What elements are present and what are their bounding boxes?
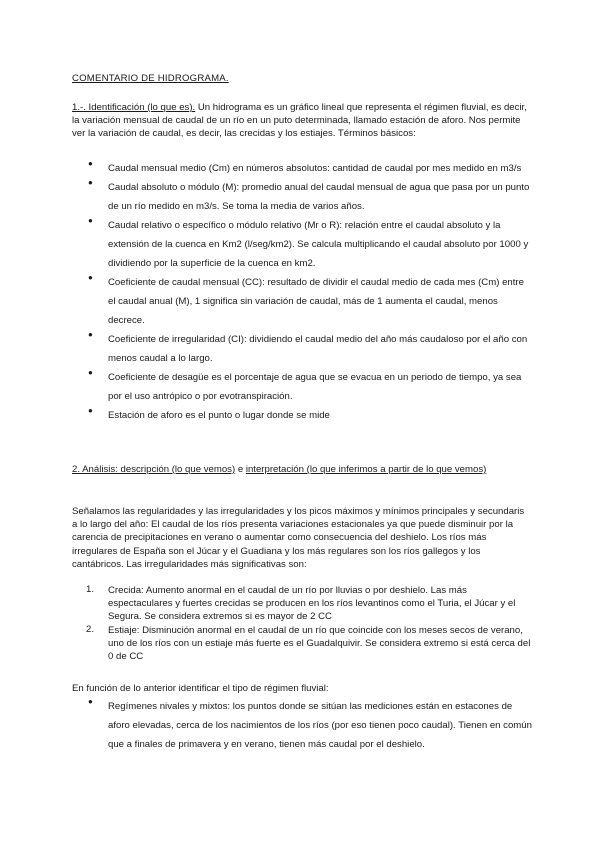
list-item: [86, 216, 532, 273]
document-title: COMENTARIO DE HIDROGRAMA.: [72, 73, 229, 84]
section-2-heading-a: 2. Análisis: descripción (lo que vemos): [72, 464, 236, 475]
bullet-icon: ●: [88, 216, 93, 225]
section-2-heading: [72, 463, 532, 476]
section-1-text: Un hidrograma es un gráfico lineal que representa el régimen fluvial, es decir, la variación mensual de caudal de un río en un puto determinada, llamado estación de aforo. Nos permite ver la variación de caudal, es decir, las crecidas y los estiajes. Términos básicos:: [72, 102, 527, 140]
list-item: [86, 624, 532, 664]
term-text: Coeficiente de desagüe es el porcentaje de agua que se evacua en un periodo de tiempo, ya sea por el uso antrópico o por evotranspiración.: [108, 372, 522, 402]
term-text: Caudal absoluto o módulo (M): promedio anual del caudal mensual de agua que pasa por un punto de un río medido en m3/s. Se toma la media de varios años.: [108, 182, 530, 212]
list-item: [86, 368, 532, 406]
term-text: Coeficiente de irregularidad (CI): dividiendo el caudal medio del año más caudaloso por el año con menos caudal a lo largo.: [108, 334, 528, 364]
section-2-connector: e: [235, 464, 246, 475]
regimes-list: [86, 697, 532, 754]
bullet-icon: ●: [88, 330, 93, 339]
list-item: [86, 330, 532, 368]
section-2-heading-b: interpretación (lo que inferimos a partir de lo que vemos): [245, 464, 487, 475]
term-text: Estación de aforo es el punto o lugar donde se mide: [108, 410, 330, 421]
item-text: Estiaje: Disminución anormal en el caudal de un río que coincide con los meses secos de verano, uno de los ríos con un estiaje más fuerte es el Guadalquivir. Se considera extremo si está cerca del 0 de CC: [108, 624, 531, 663]
regime-text: Regímenes nivales y mixtos: los puntos donde se sitúan las mediciones están en estacones de aforo elevadas, cerca de los nacimientos de los ríos (por eso tienen poco caudal). Tienen en común que a finales de primavera y en verano, tienen más caudal por el deshielo.: [108, 701, 532, 750]
bullet-icon: ●: [88, 406, 93, 415]
regime-intro-line: En función de lo anterior identificar el tipo de régimen fluvial:: [72, 683, 329, 694]
bullet-icon: ●: [88, 159, 93, 168]
bullet-icon: ●: [88, 368, 93, 377]
bullet-icon: ●: [88, 273, 93, 282]
list-item: [86, 159, 532, 178]
list-item: [86, 697, 532, 754]
section-1-paragraph: [72, 101, 532, 141]
irregularities-list: [86, 584, 532, 663]
terms-list: [86, 159, 532, 425]
list-item: [86, 178, 532, 216]
term-text: Caudal relativo o específico o módulo relativo (Mr o R): relación entre el caudal absoluto y la extensión de la cuenca en Km2 (l/seg/km2). Se calcula multiplicando el caudal absoluto por 1000 y dividiendo por la superficie de la cuenca en km2.: [108, 220, 529, 269]
item-number: 1.: [86, 584, 95, 595]
list-item: [86, 406, 532, 425]
item-number: 2.: [86, 623, 95, 635]
section-1-heading: 1.-. Identificación (lo que es).: [72, 102, 196, 113]
analysis-paragraph: Señalamos las regularidades y las irregularidades y los picos máximos y mínimos principales y secundaris a lo largo del año: El caudal de los ríos presenta variaciones estacionales ya que puede disminuir por la carencia de precipitaciones en verano o aumentar como consecuencia del deshielo. Los ríos más irregulares de España son el Júcar y el Guadiana y los más regulares son los ríos gallegos y los cantábricos. Las irregularidades más significativas son:: [72, 506, 525, 570]
bullet-icon: ●: [88, 178, 93, 187]
term-text: Coeficiente de caudal mensual (CC): resultado de dividir el caudal medio de cada mes (Cm) entre el caudal anual (M), 1 significa sin variación de caudal, más de 1 aumenta el caudal, menos decrece.: [108, 277, 524, 326]
item-text: Crecida: Aumento anormal en el caudal de un río por lluvias o por deshielo. Las más espectaculares y fuertes crecidas se producen en los ríos levantinos como el Turia, el Júcar y el Segura. Se considera extremos si es mayor de 2 CC: [108, 585, 516, 623]
list-item: [86, 273, 532, 330]
list-item: [86, 584, 532, 624]
bullet-icon: ●: [88, 697, 93, 706]
term-text: Caudal mensual medio (Cm) en números absolutos: cantidad de caudal por mes medido en m3/s: [108, 163, 522, 174]
